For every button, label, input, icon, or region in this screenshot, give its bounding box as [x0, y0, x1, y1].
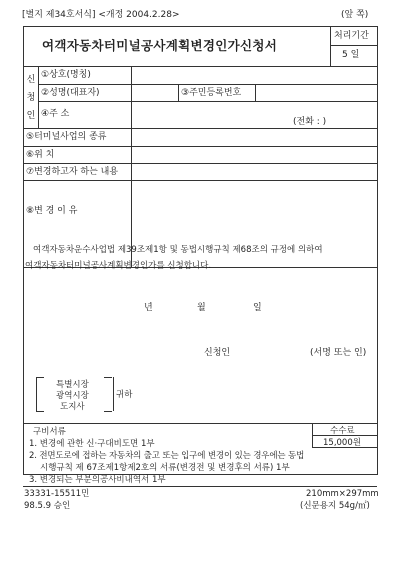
terminal-type-label: ⑤터미널사업의 종류	[26, 132, 107, 142]
signature-note: (서명 또는 인)	[310, 348, 367, 358]
address-label: ④주 소	[41, 109, 70, 119]
paper-type: (신문용지 54g/㎡)	[300, 501, 370, 511]
address-field[interactable]	[132, 102, 376, 128]
paper-size: 210mm×297mm	[306, 489, 379, 499]
form-title: 여객자동차터미널공사계획변경인가신청서	[42, 38, 278, 53]
document-item-2-line-2: 시행규칙 제 67조제1항제2호의 서류(변경전 및 변경후의 서류) 1부	[40, 463, 290, 473]
date-year: 년	[144, 303, 153, 313]
documents-header: 구비서류	[33, 427, 66, 437]
form-number: [별지 제34호서식] <개정 2004.2.28>	[22, 10, 180, 20]
change-content-label: ⑦변경하고자 하는 내용	[26, 167, 119, 177]
location-field[interactable]	[132, 147, 376, 163]
document-item-1: 1. 변경에 관한 신·구대비도면 1부	[29, 439, 155, 449]
document-item-2-line-1: 2. 전면도로에 접하는 자동차의 출고 또는 입구에 변경이 있는 경우에는 동법	[29, 451, 305, 461]
fee-value: 15,000원	[323, 438, 361, 448]
date-month: 월	[197, 303, 206, 313]
page-side: (앞 쪽)	[341, 10, 369, 20]
rrn-label: ③주민등록번호	[181, 88, 242, 98]
change-reason-label: ⑧변 경 이 유	[26, 206, 78, 216]
applicant-signature-label: 신청인	[204, 348, 231, 358]
representative-field[interactable]	[132, 85, 177, 101]
authority-province: 도지사	[60, 402, 85, 412]
date-day: 일	[253, 303, 262, 313]
form-code: 33331-15511민	[24, 489, 90, 499]
terminal-type-field[interactable]	[132, 129, 376, 145]
statement-line-1: 여객자동차운수사업법 제39조제1항 및 동법시행규칙 제68조의 규정에 의하여	[33, 245, 323, 255]
authority-honorific: 귀하	[116, 390, 133, 400]
location-label: ⑥위 치	[26, 150, 55, 160]
processing-label: 처리기간	[334, 31, 369, 41]
change-content-field[interactable]	[132, 164, 376, 180]
document-item-3: 3. 변경되는 부분의공사비내역서 1부	[29, 475, 166, 485]
phone-label: (전화 : )	[293, 117, 327, 127]
applicant-side-label: 신 청 인	[26, 75, 36, 121]
authority-metro-city: 광역시장	[56, 391, 89, 401]
processing-value: 5 일	[342, 50, 360, 60]
company-name-label: ①상호(명칭)	[41, 70, 91, 80]
fee-label: 수수료	[330, 426, 355, 436]
representative-label: ②성명(대표자)	[41, 88, 100, 98]
company-name-field[interactable]	[132, 67, 376, 83]
rrn-field[interactable]	[256, 85, 376, 101]
approval-date: 98.5.9 승인	[24, 501, 71, 511]
authority-special-city: 특별시장	[56, 380, 89, 390]
statement-line-2: 여객자동차터미널공사계획변경인가를 신청합니다.	[25, 261, 212, 271]
